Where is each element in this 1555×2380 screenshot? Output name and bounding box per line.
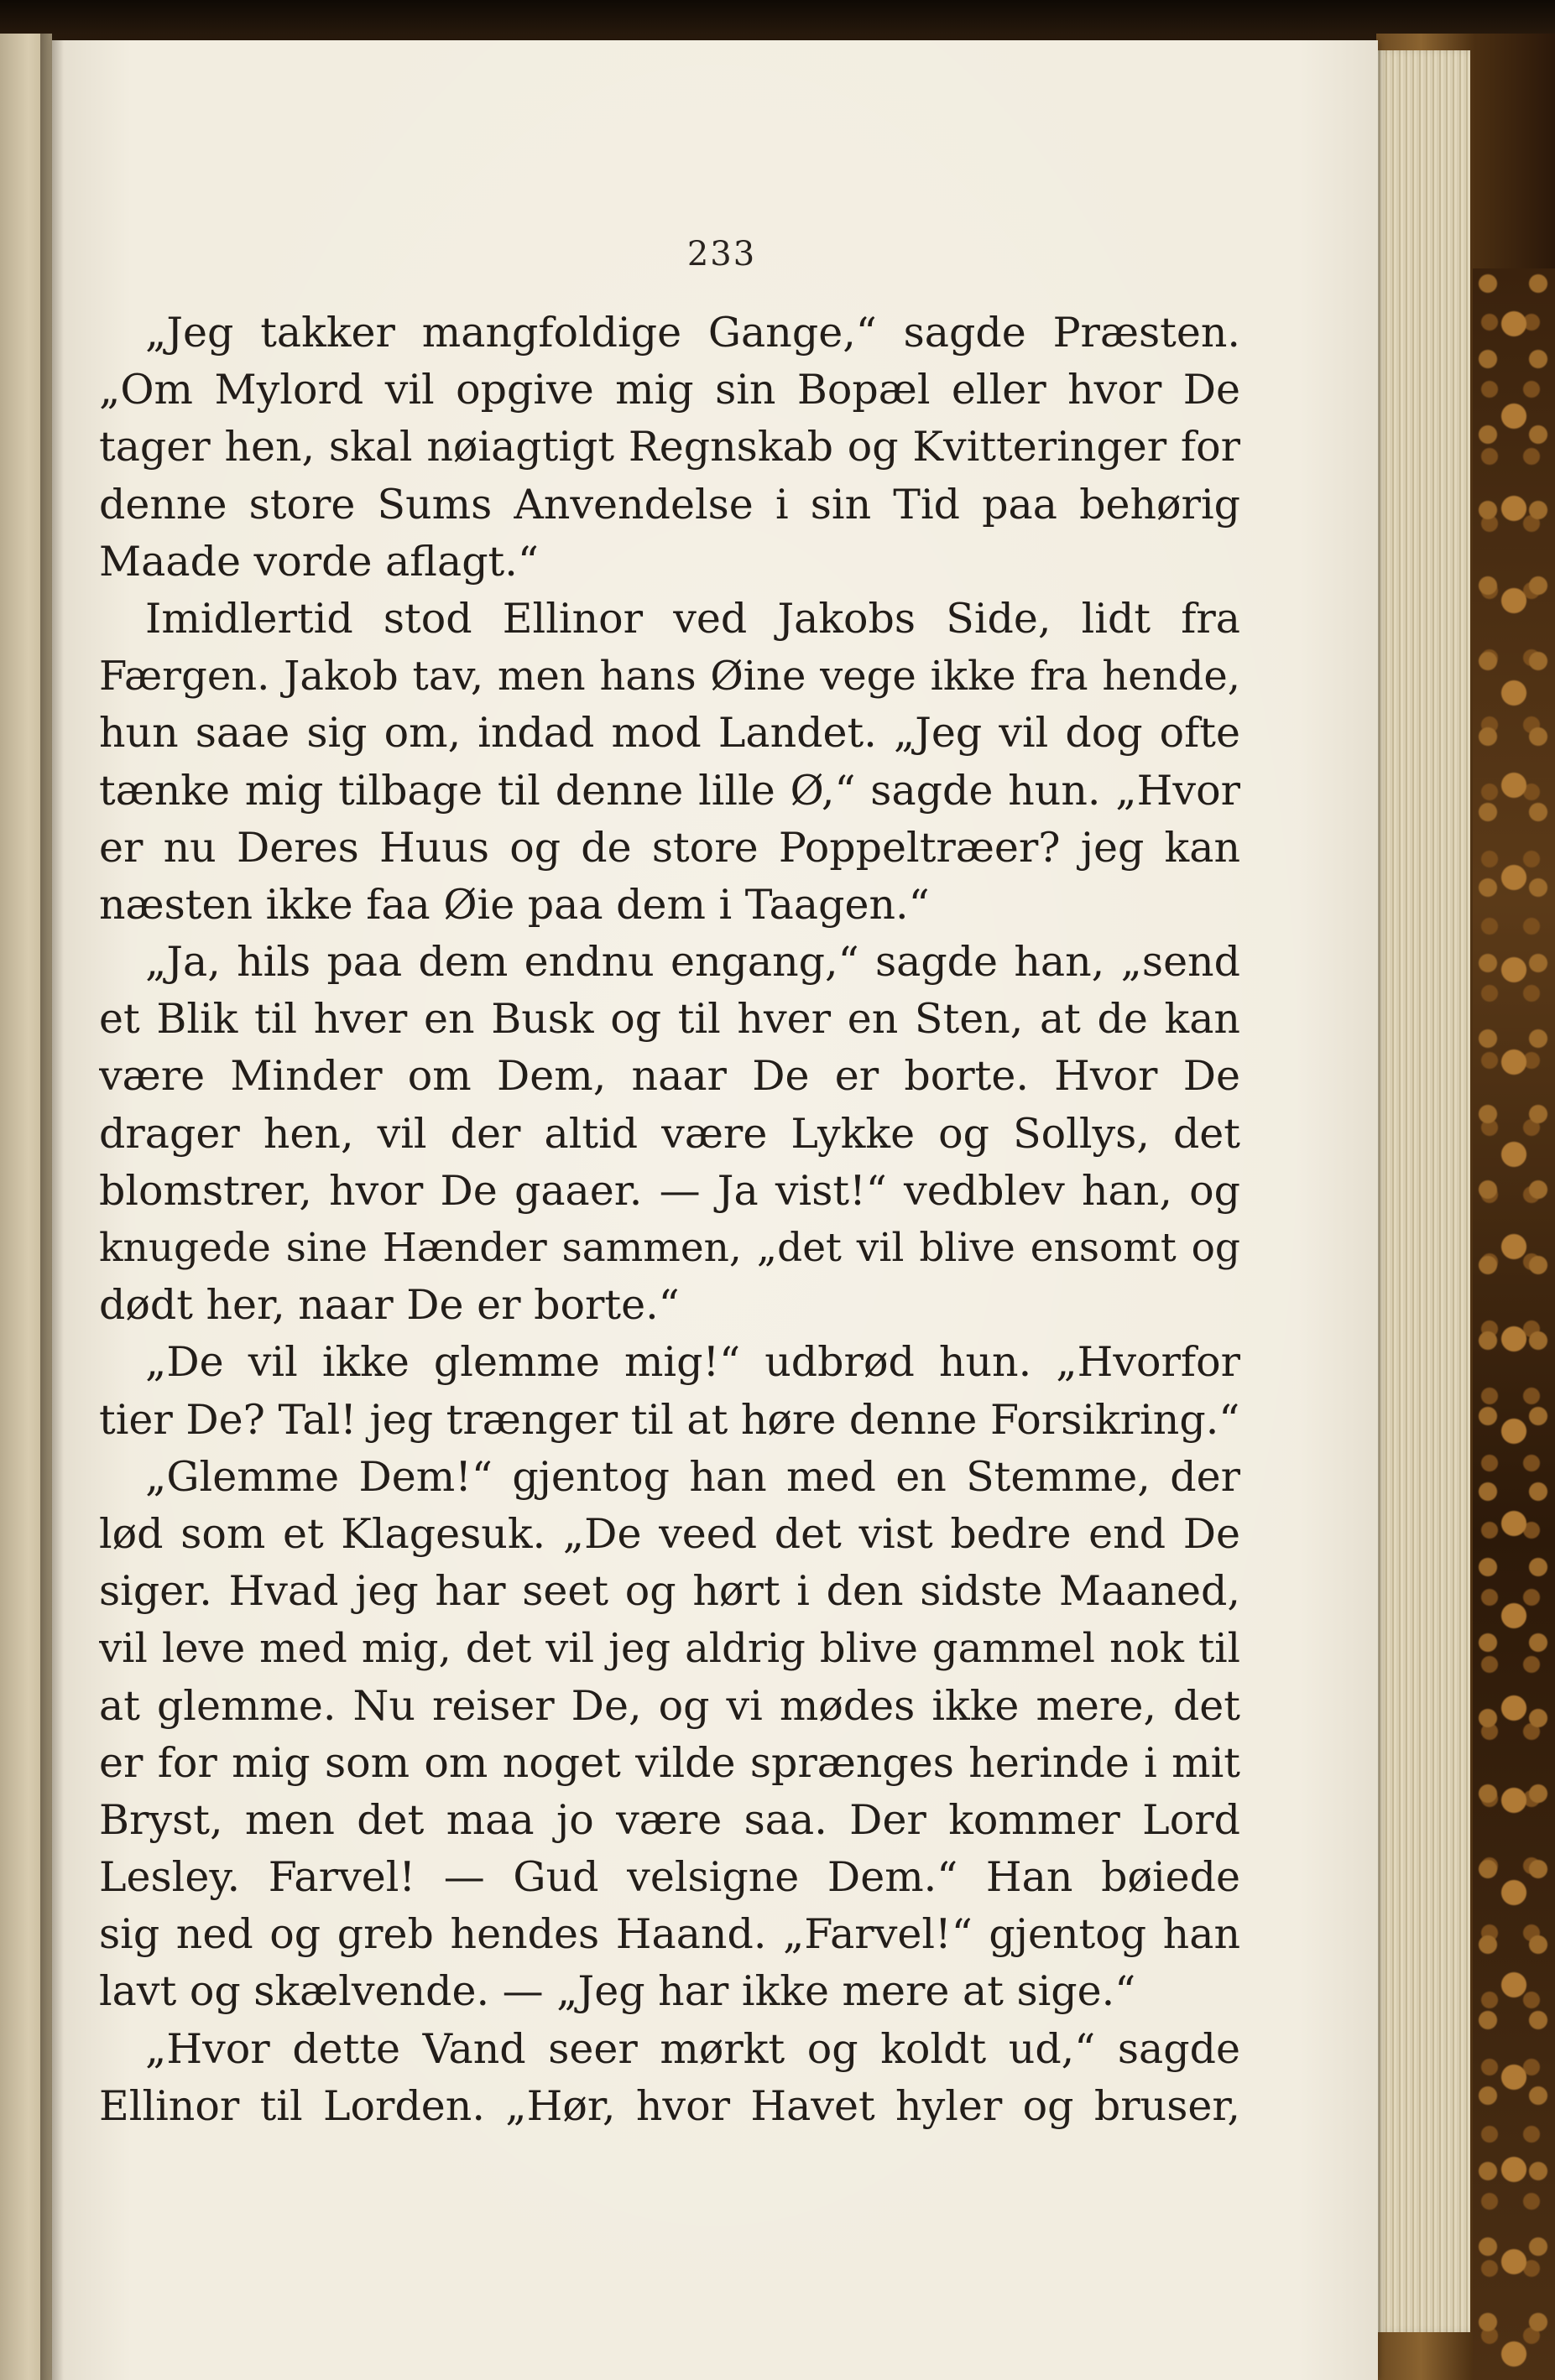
text-line: „Jeg takker mangfoldige Gange,“ sagde Præsten. [145,309,1240,357]
page-number: 233 [686,235,757,273]
text-line: dødt her, naar De er borte.“ [99,1281,680,1330]
text-line: tænke mig tilbage til denne lille Ø,“ sagde hun. „Hvor [99,766,1240,815]
text-line: Imidlertid stod Ellinor ved Jakobs Side, lidt fra [145,594,1240,643]
page-edges [1376,50,1470,2332]
text-line: blomstrer, hvor De gaaer. — Ja vist!“ vedblev han, og [99,1166,1240,1215]
text-line: siger. Hvad jeg har seet og hørt i den sidste Maaned, [99,1567,1240,1616]
text-line: være Minder om Dem, naar De er borte. Hvor De [99,1052,1240,1101]
text-line: Lesley. Farvel! — Gud velsigne Dem.“ Han bøiede [99,1853,1240,1902]
body-text [99,305,1240,2135]
text-line: hun saae sig om, indad mod Landet. „Jeg vil dog ofte [99,709,1240,758]
text-line: lød som et Klagesuk. „De veed det vist bedre end De [99,1509,1240,1558]
text-line: „Om Mylord vil opgive mig sin Bopæl eller hvor De [99,366,1240,414]
text-line: „Glemme Dem!“ gjentog han med en Stemme, der [145,1452,1240,1501]
text-line: er for mig som om noget vilde sprænges herinde i mit [99,1738,1240,1787]
text-line: at glemme. Nu reiser De, og vi mødes ikke mere, det [99,1681,1240,1730]
text-line: lavt og skælvende. — „Jeg har ikke mere at sige.“ [99,1967,1136,2016]
marbled-cover-pattern [1473,268,1555,2380]
book-page [52,40,1378,2380]
text-line: drager hen, vil der altid være Lykke og Sollys, det [99,1109,1240,1158]
text-line: tier De? Tal! jeg trænger til at høre denne Forsikring.“ [99,1395,1240,1444]
book-gutter-shadow [40,34,64,2380]
text-line: vil leve med mig, det vil jeg aldrig blive gammel nok til [99,1625,1240,1673]
text-line: knugede sine Hænder sammen, „det vil blive ensomt og [99,1225,1240,1271]
text-line: tager hen, skal nøiagtigt Regnskab og Kvitteringer for [99,423,1240,471]
text-line: næsten ikke faa Øie paa dem i Taagen.“ [99,880,930,929]
text-line: Ellinor til Lorden. „Hør, hvor Havet hyler og bruser, [99,2081,1240,2130]
text-line: Bryst, men det maa jo være saa. Der kommer Lord [99,1795,1240,1844]
text-line: denne store Sums Anvendelse i sin Tid paa behørig [99,480,1240,529]
text-line: er nu Deres Huus og de store Poppeltræer? jeg kan [99,823,1240,872]
text-line: sig ned og greb hendes Haand. „Farvel!“ gjentog han [99,1910,1240,1959]
text-line: „Ja, hils paa dem endnu engang,“ sagde han, „send [145,938,1240,987]
text-line: „De vil ikke glemme mig!“ udbrød hun. „Hvorfor [145,1338,1240,1387]
text-line: „Hvor dette Vand seer mørkt og koldt ud,“ sagde [145,2024,1240,2073]
text-line: Færgen. Jakob tav, men hans Øine vege ikke fra hende, [99,653,1240,700]
text-line: Maade vorde aflagt.“ [99,537,539,586]
text-line: et Blik til hver en Busk og til hver en Sten, at de kan [99,995,1240,1044]
